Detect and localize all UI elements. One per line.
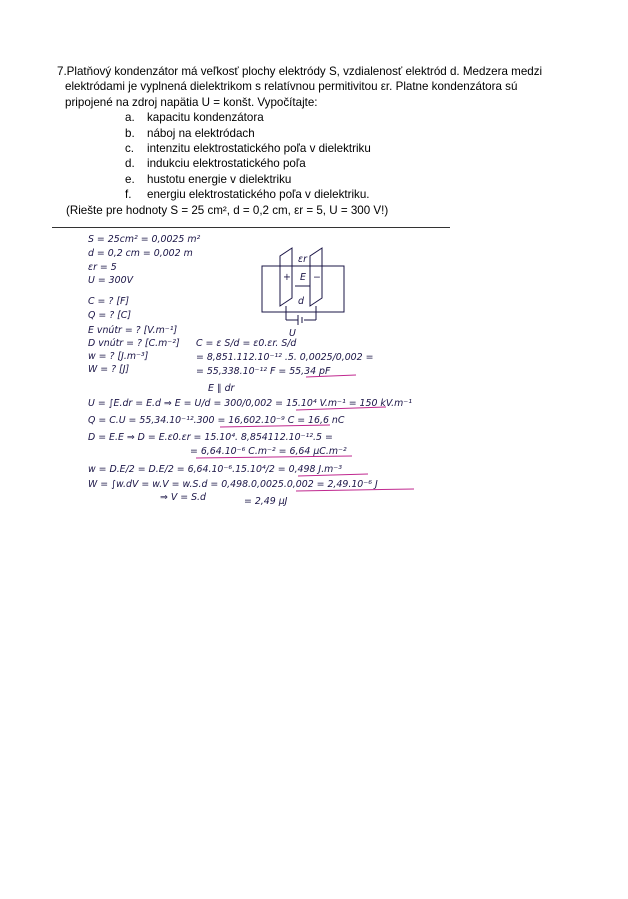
task-item	[125, 156, 577, 171]
task-item	[125, 172, 577, 187]
handwritten-solution	[0, 228, 628, 508]
problem-intro	[57, 64, 577, 79]
given-u: U = 300V	[88, 275, 133, 286]
field-label: E	[300, 272, 306, 283]
e-parallel-note: E ∥ dr	[208, 383, 235, 394]
capacity-result: = 55,338.10⁻¹² F = 55,34 pF	[196, 366, 331, 377]
task-letter: a.	[125, 111, 135, 125]
given-d: d = 0,2 cm = 0,002 m	[88, 248, 193, 259]
intro-line-2: elektródami je vyplnená dielektrikom s relatívnou permitivitou εr. Platne kondenzátora sú	[65, 80, 518, 94]
task-letter: f.	[125, 188, 132, 202]
energy-result: = 2,49 μJ	[244, 496, 288, 507]
task-item	[125, 126, 577, 141]
plate-minus: −	[313, 272, 321, 283]
task-letter: b.	[125, 126, 135, 140]
plate-plus: +	[283, 272, 291, 283]
given-s: S = 25cm² = 0,0025 m²	[88, 234, 201, 245]
task-text: intenzitu elektrostatického poľa v dielektriku	[147, 142, 371, 156]
problem-statement	[57, 64, 577, 218]
given-er: εr = 5	[88, 262, 117, 273]
task-item	[125, 187, 577, 202]
volume-note: ⇒ V = S.d	[160, 492, 206, 503]
given-values: (Riešte pre hodnoty S = 25 cm², d = 0,2 cm, εr = 5, U = 300 V!)	[66, 203, 389, 217]
task-text: kapacitu kondenzátora	[147, 111, 264, 125]
problem-number: 7.	[57, 65, 67, 78]
unknown-e: E vnútr = ? [V.m⁻¹]	[88, 325, 178, 336]
task-letter: d.	[125, 157, 135, 171]
task-letter: c.	[125, 142, 135, 156]
capacity-formula: C = ε S/d = ε0.εr. S/d	[196, 338, 297, 349]
task-list	[57, 110, 577, 202]
task-letter: e.	[125, 172, 135, 186]
intro-line-3: pripojené na zdroj napätia U = konšt. Vypočítajte:	[65, 95, 318, 109]
energy-line: W = ∫w.dV = w.V = w.S.d = 0,498.0,0025.0,002 = 2,49.10⁻⁶ J	[88, 479, 378, 490]
capacity-substitution: = 8,851.112.10⁻¹² .5. 0,0025/0,002 =	[196, 352, 374, 363]
energy-density-line: w = D.E/2 = D.E/2 = 6,64.10⁻⁶.15.10⁴/2 = 0,498 J.m⁻³	[88, 464, 343, 475]
task-item	[125, 110, 577, 125]
intro-line-1: Platňový kondenzátor má veľkosť plochy elektródy S, vzdialenosť elektród d. Medzera medzi	[66, 65, 543, 78]
unknown-q: Q = ? [C]	[88, 310, 132, 321]
task-text: indukciu elektrostatického poľa	[147, 157, 306, 171]
unknown-W: W = ? [J]	[88, 364, 130, 375]
dielectric-label: εr	[298, 254, 307, 265]
induction-line: D = E.E ⇒ D = E.ε0.εr = 15.10⁴. 8,854112.10⁻¹².5 =	[88, 432, 333, 443]
unknown-w: w = ? [J.m⁻³]	[88, 351, 149, 362]
field-intensity-line: U = ∫E.dr = E.d ⇒ E = U/d = 300/0,002 = 15.10⁴ V.m⁻¹ = 150 kV.m⁻¹	[88, 398, 412, 409]
task-text: hustotu energie v dielektriku	[147, 172, 292, 186]
voltage-label: U	[289, 328, 296, 339]
distance-label: d	[298, 296, 304, 307]
task-item	[125, 141, 577, 156]
induction-result: = 6,64.10⁻⁶ C.m⁻² = 6,64 μC.m⁻²	[190, 446, 347, 457]
charge-line: Q = C.U = 55,34.10⁻¹².300 = 16,602.10⁻⁹ C = 16,6 nC	[88, 415, 345, 426]
task-text: náboj na elektródach	[147, 126, 255, 140]
unknown-d: D vnútr = ? [C.m⁻²]	[88, 338, 180, 349]
task-text: energiu elektrostatického poľa v dielektriku.	[147, 188, 370, 202]
unknown-c: C = ? [F]	[88, 296, 130, 307]
